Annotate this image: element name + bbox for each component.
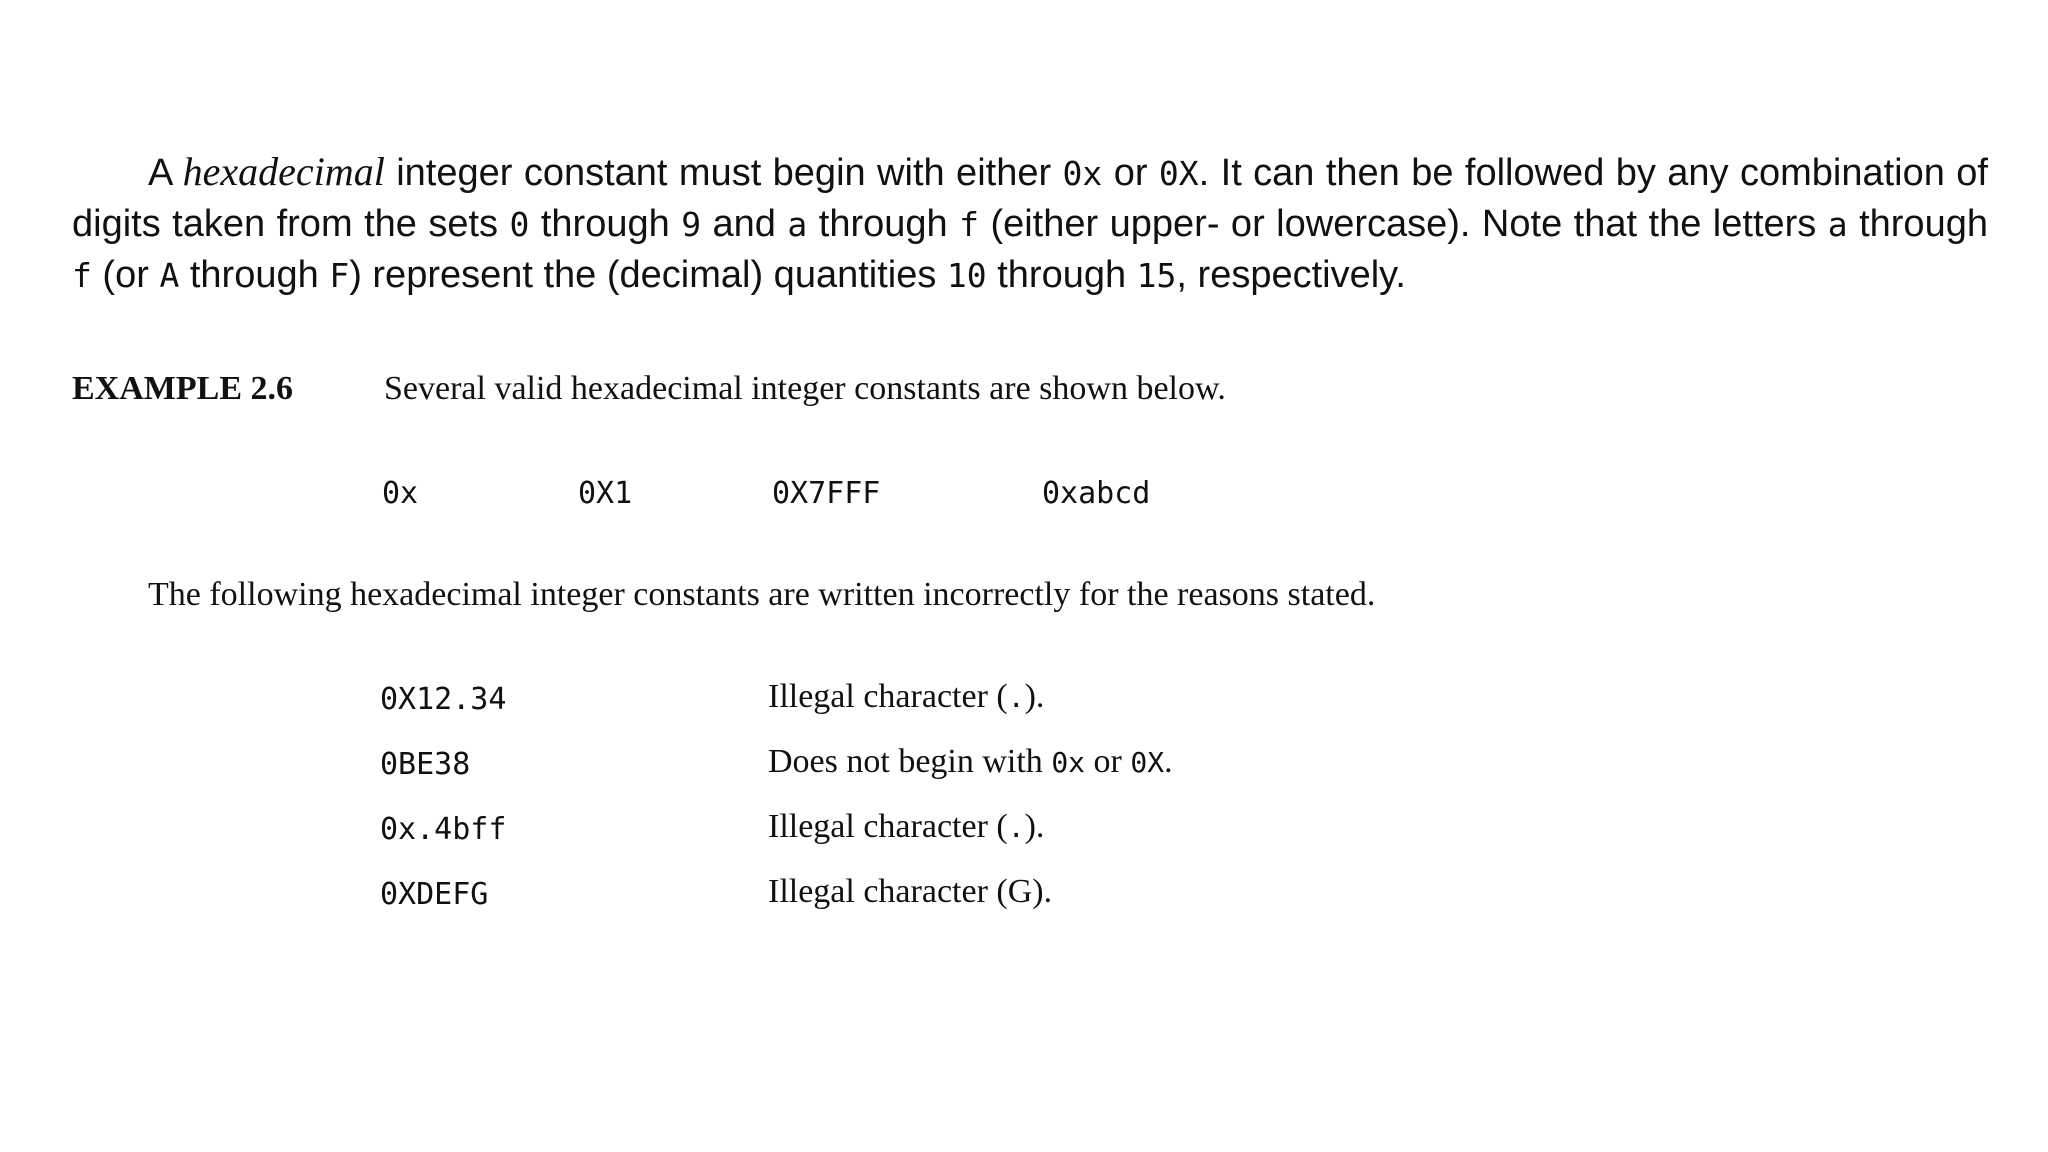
valid-constant: 0xabcd: [1042, 476, 1151, 511]
valid-constant: 0X7FFF: [772, 476, 881, 511]
code-prefix-upper: 0X: [1158, 154, 1199, 193]
invalid-reason: Illegal character (.).: [768, 678, 1045, 715]
valid-constant: 0x: [382, 476, 419, 511]
example-heading: [72, 370, 1872, 408]
code-prefix-lower: 0x: [1062, 154, 1103, 193]
intro-paragraph: A hexadecimal integer constant must begin with either 0x or 0X. It can then be followed by any combination of digits taken from the sets 0 through 9 and a through f (either upper- or lowercase). Note that the letters a through f (or A through F) represent the (decimal) quantities 10 through 15, respectively.: [72, 149, 1988, 296]
invalid-reason: Illegal character (.).: [768, 808, 1045, 845]
valid-constant: 0X1: [578, 476, 633, 511]
table-row: [380, 678, 1480, 743]
invalid-reason: Illegal character (G).: [768, 873, 1053, 910]
invalid-constant: 0x.4bff: [380, 812, 507, 847]
invalid-constant: 0X12.34: [380, 682, 507, 717]
example-text: Several valid hexadecimal integer constants are shown below.: [384, 370, 1226, 407]
example-label: EXAMPLE 2.6: [72, 370, 293, 407]
term-hexadecimal: hexadecimal: [182, 149, 385, 194]
invalid-constant: 0XDEFG: [380, 877, 489, 912]
invalid-constants-table: [380, 678, 1480, 938]
table-row: [380, 873, 1480, 938]
table-row: [380, 808, 1480, 873]
table-row: [380, 743, 1480, 808]
invalid-constant: 0BE38: [380, 747, 471, 782]
invalid-reason: Does not begin with 0x or 0X.: [768, 743, 1173, 780]
invalid-intro: The following hexadecimal integer constants are written incorrectly for the reasons stated.: [148, 576, 1376, 613]
